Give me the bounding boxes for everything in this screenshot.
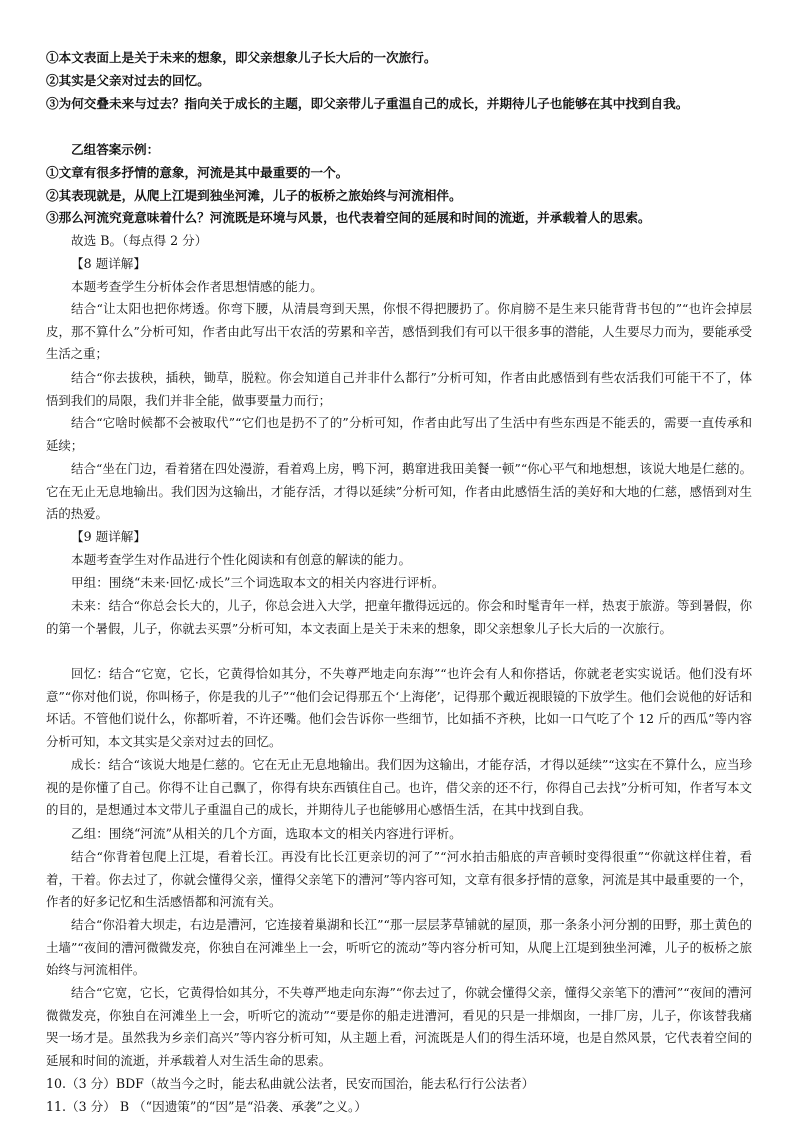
answer-b3: ③那么河流究竟意味着什么？河流既是环境与风景，也代表着空间的延展和时间的流逝，并承载着人的思索。 (46, 210, 651, 225)
q9-future: 未来：结合“你总会长大的，儿子，你总会进入大学，把童年撒得远远的。你会和时髦青年一样，热衷于旅游。等到暑假，你的第一个暑假，儿子，你就去买票”分析可知，本文表面上是关于未来的想象，即父亲想象儿子长大后的一次旅行。 (46, 598, 752, 636)
q9-memory: 回忆：结合“它宽，它长，它黄得恰如其分，不失尊严地走向东海”“也许会有人和你搭话，你就老老实实说话。他们没有坏意”“你对他们说，你叫杨子，你是我的儿子”“他们会记得那五个‘上海佬’，记得那个戴近视眼镜的下放学生。他们会说他的好话和坏话。不管他们说什么，你都听着，不许还嘴。他们会告诉你一些细节，比如插不齐秧，比如一口气吃了个 12 斤的西瓜”等内容分析可知，本文其实是父亲对过去的回忆。 (46, 666, 752, 750)
q10-answer: 10.（3 分）BDF（故当今之时，能去私曲就公法者，民安而国治，能去私行行公法者） (46, 1076, 535, 1091)
q9-growth: 成长：结合“该说大地是仁慈的。它在无止无息地输出。我们因为这输出，才能存活，才得以延续”“这实在不算什么，应当珍视的是你懂了自己。你得不让自己飘了，你得有块东西镇住自己。也许，借父亲的还不行，你得自己去找”分析可知，作者写本文的目的，是想通过本文带儿子重温自己的成长，并期待儿子也能够用心感悟生活，在其中找到自我。 (46, 757, 752, 818)
answer-b1: ①文章有很多抒情的意象，河流是其中最重要的一个。 (46, 165, 349, 180)
answer-a2: ②其实是父亲对过去的回忆。 (46, 73, 210, 88)
q9-heading: 【9 题详解】 (71, 529, 146, 544)
q8-paragraph-3: 结合“它啥时候都不会被取代”“它们也是扔不了的”分析可知，作者由此写出了生活中有些东西是不能丢的，需要一直传承和延续； (46, 415, 752, 453)
q8-heading: 【8 题详解】 (71, 256, 146, 271)
answer-b2: ②其表现就是，从爬上江堤到独坐河滩，儿子的板桥之旅始终与河流相伴。 (46, 188, 462, 203)
answer-a1: ①本文表面上是关于未来的想象，即父亲想象儿子长大后的一次旅行。 (46, 50, 437, 65)
q11-answer: 11.（3 分） B （“因遗策”的“因”是“沿袭、承袭”之义。） (46, 1099, 367, 1114)
score-note: 故选 B。（每点得 2 分） (71, 233, 208, 248)
q8-paragraph-1: 结合“让太阳也把你烤透。你弯下腰，从清晨弯到天黑，你恨不得把腰扔了。你肩膀不是生来只能背背书包的”“也许会掉层皮，那不算什么”分析可知，作者由此写出干农活的劳累和辛苦，感悟到我们有可以干很多事的潜能，人生要尽力而为，要能承受生活之重； (46, 301, 752, 362)
q9-river-3: 结合“它宽，它长，它黄得恰如其分，不失尊严地走向东海”“你去过了，你就会懂得父亲，懂得父亲笔下的漕河”“夜间的漕河微微发亮，你独自在河滩坐上一会，听听它的流动”“要是你的船走进漕河，看见的只是一排烟囱，一排厂房，儿子，你该替我痛哭一场才是。虽然我为乡亲们高兴”等内容分析可知，从主题上看，河流既是人们的得生活环境，也是自然风景，它代表着空间的延展和时间的流逝，并承载着人对生活生命的思索。 (46, 985, 752, 1069)
group-b-heading: 乙组答案示例： (71, 142, 160, 157)
q9-group-a: 甲组：围绕“未来·回忆·成长”三个词选取本文的相关内容进行评析。 (71, 575, 445, 590)
q8-paragraph-2: 结合“你去拔秧，插秧，锄草，脱粒。你会知道自己并非什么都行”分析可知，作者由此感悟到有些农活我们可能干不了，体悟到我们的局限，我们并非全能，做事要量力而行； (46, 370, 752, 408)
q9-group-b: 乙组：围绕“河流”从相关的几个方面，选取本文的相关内容进行评析。 (71, 826, 462, 841)
answer-a3: ③为何交叠未来与过去？指向关于成长的主题，即父亲带儿子重温自己的成长，并期待儿子也能够在其中找到自我。 (46, 96, 689, 111)
q8-paragraph-4: 结合“坐在门边，看着猪在四处漫游，看着鸡上房，鸭下河，鹅窜进我田美餐一顿”“你心平气和地想想，该说大地是仁慈的。它在无止无息地输出。我们因为这输出，才能存活，才得以延续”分析可知，作者由此感悟生活的美好和大地的仁慈，感悟到对生活的热爱。 (46, 461, 752, 522)
q9-river-2: 结合“你沿着大坝走，右边是漕河，它连接着巢湖和长江”“那一层层茅草铺就的屋顶，那一条条小河分割的田野，那土黄色的土墙”“夜间的漕河微微发亮，你独自在河滩坐上一会，听听它的流动”等内容分析可知，从爬上江堤到独坐河滩，儿子的板桥之旅始终与河流相伴。 (46, 917, 752, 978)
q9-intro: 本题考查学生对作品进行个性化阅读和有创意的解读的能力。 (71, 552, 412, 567)
q9-river-1: 结合“你背着包爬上江堤，看着长江。再没有比长江更亲切的河了”“河水拍击船底的声音顿时变得很重”“你就这样住着，看着，干着。你去过了，你就会懂得父亲，懂得父亲笔下的漕河”等内容可知，文章有很多抒情的意象，河流是其中最重要的一个，作者的好多记忆和生活感悟都和河流有关。 (46, 849, 752, 910)
q8-intro: 本题考查学生分析体会作者思想情感的能力。 (71, 279, 323, 294)
